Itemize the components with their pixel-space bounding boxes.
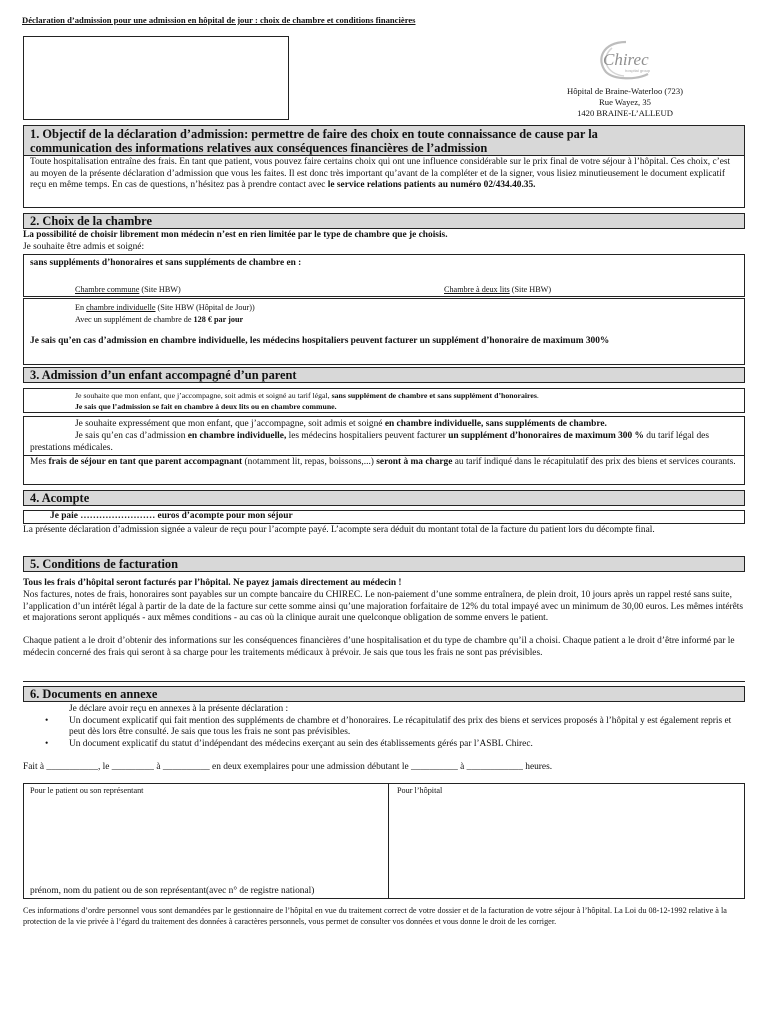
billing-info-paragraph: Chaque patient a le droit d’obtenir des informations sur les conséquences financières d’une hospitalisation et du type de chambre qu’il a choisi. Chaque patient a le droit d’être informé par le médecin concerné des frais qui seront à sa charge pour les traitements médicaux à prévoir. Je sais que tous les frais ne sont pas prévisibles. (23, 636, 735, 658)
patient-name-caption: prénom, nom du patient ou de son représentant(avec n° de registre national) (30, 886, 315, 896)
billing-paragraph: Nos factures, notes de frais, honoraires sont payables sur un compte bancaire du CHIREC. Le non-paiement d’une somme entraînera, de plein droit, 10 jours après un rappel resté sans suite, l’application d’un intérêt légal à partir de la date de la facture sur cette somme ainsi qu’une majoration forfaitaire de 12% du total impayé avec un minimum de 30,00 euros. Les mêmes intérêts et majorations seront appliqués - aux mêmes conditions - au cas où la clinique aurait une quelconque obligation de somme envers le patient. (23, 590, 744, 623)
privacy-footer: Ces informations d’ordre personnel vous sont demandées par le gestionnaire de l’hôpital en vue du traitement correct de votre dossier et de la facturation de votre séjour à l’hôpital. La Loi du 08-12-1992 relative à la protection de la vie privée à l’égard du traitement des données à caractères personnels, vous permet de consulter vos données et vous donne le droit de les corriger. (23, 906, 727, 926)
patient-label-box (23, 36, 289, 120)
child-common-note: Je sais que l’admission se fait en chambre à deux lits ou en chambre commune. (75, 402, 337, 411)
option-common-site: (Site HBW) (139, 285, 181, 294)
child-single-note-bold2: un supplément d’honoraires de maximum 300 % (448, 431, 644, 441)
deposit-line[interactable]: Je paie …………………… euros d’acompte pour mon séjour (23, 510, 745, 524)
bullet-icon: • (45, 738, 49, 749)
annexes-intro: Je déclare avoir reçu en annexes à la présente déclaration : (69, 704, 289, 714)
single-room-supplement (75, 314, 243, 325)
hospital-signature-label: Pour l’hôpital (397, 786, 443, 795)
child-single-note (30, 431, 730, 454)
document-title: Déclaration d’admission pour une admission en hôpital de jour : choix de chambre et conditions financières (22, 15, 416, 25)
no-supplement-box (23, 254, 745, 297)
section-3-heading: 3. Admission d’un enfant accompagné d’un parent (23, 367, 745, 383)
patient-signature-label: Pour le patient ou son représentant (30, 786, 144, 795)
section-5-divider (23, 681, 745, 682)
hospital-signature-box[interactable] (389, 783, 745, 899)
single-supplement-amount: 128 € par jour (193, 315, 244, 324)
parent-stay-prefix: Mes (30, 457, 49, 467)
parent-stay-bold: frais de séjour en tant que parent accompagnant (48, 457, 243, 467)
annex-item-text: Un document explicatif qui fait mention des suppléments de chambre et d’honoraires. Le récapitulatif des prix des biens et services proposés à l’hôpital y est également repris et peut dès lors être consulté. Je sais que tous les frais ne sont pas prévisibles. (69, 715, 732, 737)
annexes-block (23, 704, 745, 750)
option-double-room[interactable] (444, 284, 551, 295)
single-room-box (23, 298, 745, 365)
option-common-label: Chambre commune (75, 285, 140, 294)
section-2-intro: Je souhaite être admis et soigné: (23, 242, 145, 252)
logo-subtext: hospital group (625, 68, 651, 73)
section-1-body (23, 156, 745, 208)
section-1-heading-line: communication des informations relatives aux conséquences financières de l’admission (30, 141, 488, 155)
done-at-line[interactable]: Fait à ___________, le _________ à __________ en deux exemplaires pour une admission débutant le __________ à ____________ heures. (23, 762, 553, 772)
option-double-site: (Site HBW) (509, 285, 552, 294)
section-2-heading: 2. Choix de la chambre (23, 213, 745, 229)
chirec-logo (592, 38, 662, 82)
annexes-list (23, 716, 745, 751)
section-1-text: Toute hospitalisation entraîne des frais. En tant que patient, vous pouvez faire certains choix qui ont une influence considérable sur le prix final de votre séjour à l’hôpital. Ces choix, c’est au moyen de la présente déclaration d’admission que vous les faites. Il est donc très important qu’avant de la compléter et de la signer, vous lisiez minutieusement le document explicatif reçu en même temps. En cas de questions, n’hésitez pas à prendre contact avec (30, 157, 731, 190)
child-single-text: Je souhaite expressément que mon enfant, que j’accompagne, soit admis et soigné (75, 419, 385, 429)
child-single-box[interactable] (23, 416, 745, 456)
option-single-label: chambre individuelle (86, 303, 156, 312)
address-line: Hôpital de Braine-Waterloo (723) (567, 86, 683, 96)
parent-stay-box (23, 456, 745, 485)
no-supplement-title: sans suppléments d’honoraires et sans suppléments de chambre en : (30, 258, 302, 268)
child-common-bold: sans supplément de chambre et sans supplément d’honoraires (331, 391, 537, 400)
deposit-text: La présente déclaration d’admission signée a valeur de reçu pour l’acompte payé. L’acompte sera déduit du montant total de la facture du patient lors du décompte final. (23, 525, 655, 535)
child-common-text: Je souhaite que mon enfant, que j’accompagne, soit admis et soigné au tarif légal, (75, 391, 332, 400)
child-single-line (75, 419, 607, 431)
patient-relations-number: le service relations patients au numéro 02/434.40.35. (327, 180, 536, 190)
child-common-box[interactable] (23, 388, 745, 413)
single-supplement-text: Avec un supplément de chambre de (75, 315, 194, 324)
child-single-note-text: Je sais qu’en cas d’admission (75, 431, 188, 441)
parent-stay-end: au tarif indiqué dans le récapitulatif des prix des biens et services courants. (452, 457, 736, 467)
list-item (23, 739, 745, 751)
patient-signature-box[interactable] (23, 783, 389, 899)
option-common-room[interactable] (75, 284, 181, 295)
child-single-note-rest: les médecins hospitaliers peuvent facturer (286, 431, 449, 441)
option-single-room[interactable] (75, 302, 255, 313)
option-single-prefix: En (75, 303, 87, 312)
section-1-heading (23, 125, 745, 156)
option-double-label: Chambre à deux lits (444, 285, 510, 294)
child-single-note-bold: en chambre individuelle, (187, 431, 287, 441)
bullet-icon: • (45, 715, 49, 726)
section-2-intro-bold: La possibilité de choisir librement mon médecin n’est en rien limitée par le type de chambre que je choisis. (23, 230, 448, 240)
hospital-address (540, 86, 710, 119)
section-4-heading: 4. Acompte (23, 490, 745, 506)
section-5-heading: 5. Conditions de facturation (23, 556, 745, 572)
child-single-bold: en chambre individuelle, sans suppléments de chambre. (384, 419, 607, 429)
billing-warning: Tous les frais d’hôpital seront facturés par l’hôpital. Ne payez jamais directement au médecin ! (23, 578, 402, 588)
parent-stay-mid: (notamment lit, repas, boissons,...) (242, 457, 377, 467)
annex-item-text: Un document explicatif du statut d’indépendant des médecins exerçant au sein des établissements gérés par l’ASBL Chirec. (69, 738, 533, 749)
section-1-heading-line: 1. Objectif de la déclaration d’admission: permettre de faire des choix en toute connaissance de cause par la (30, 127, 598, 141)
address-line: 1420 BRAINE-L’ALLEUD (577, 108, 673, 118)
option-single-site: (Site HBW (Hôpital de Jour)) (155, 303, 255, 312)
single-room-warning: Je sais qu’en cas d’admission en chambre individuelle, les médecins hospitaliers peuvent facturer un supplément d’honoraire de maximum 300% (30, 336, 610, 346)
section-6-heading: 6. Documents en annexe (23, 686, 745, 702)
address-line: Rue Wayez, 35 (599, 97, 651, 107)
logo-text: Chirec (603, 50, 649, 69)
parent-stay-bold2: seront à ma charge (376, 457, 453, 467)
list-item (23, 716, 745, 739)
child-single-note-end: du tarif légal des prestations médicales. (30, 431, 709, 453)
child-common-line: Je souhaite que mon enfant, que j’accompagne, soit admis et soigné au tarif légal, sans supplément de chambre et sans supplément d’honoraires. (75, 391, 539, 400)
